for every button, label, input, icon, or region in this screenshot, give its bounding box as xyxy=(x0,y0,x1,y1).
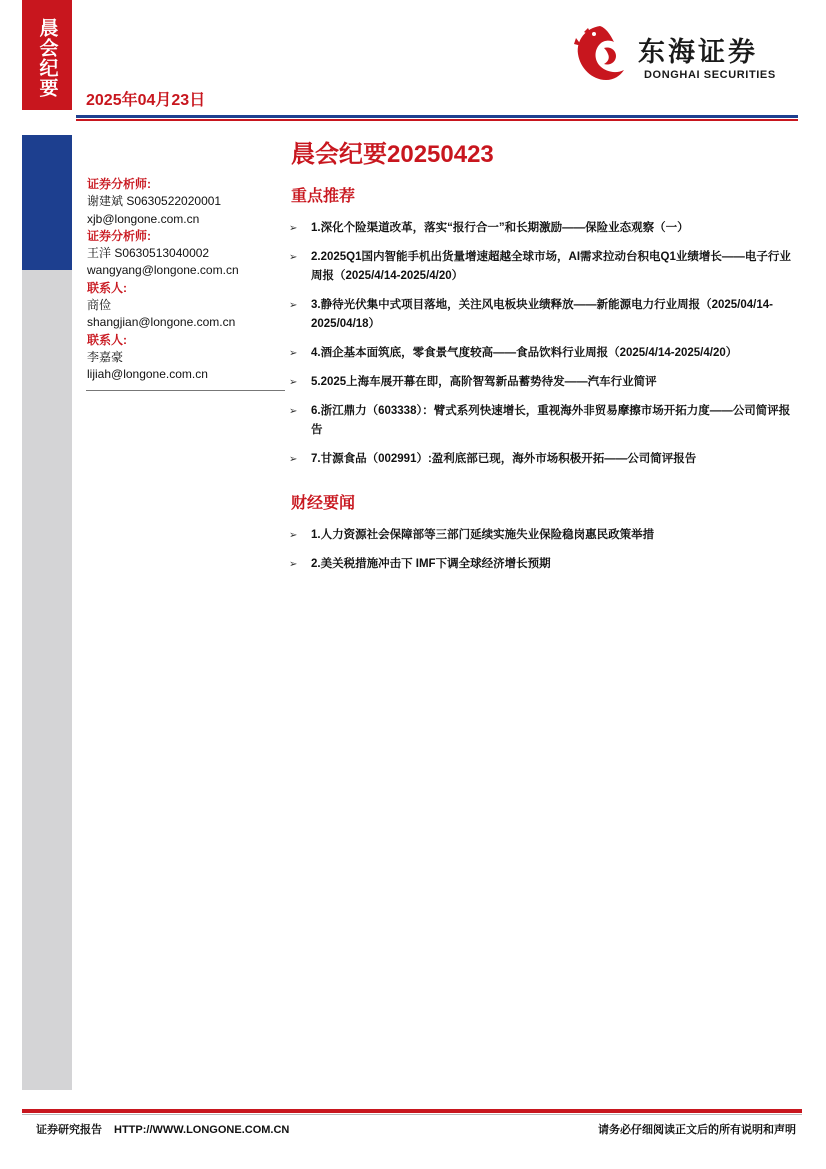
list-item-text: 2.2025Q1国内智能手机出货量增速超越全球市场，AI需求拉动台积电Q1业绩增长——电子行业周报（2025/4/14-2025/4/20） xyxy=(311,251,791,282)
list-item-text: 4.酒企基本面筑底，零食景气度较高——食品饮料行业周报（2025/4/14-2025/4/20） xyxy=(311,347,738,359)
list-item-text: 7.甘源食品（002991）:盈利底部已现，海外市场积极开拓——公司简评报告 xyxy=(311,453,697,465)
chevron-right-icon: ➢ xyxy=(289,377,298,388)
analyst-role: 证券分析师: xyxy=(87,228,151,243)
chevron-right-icon: ➢ xyxy=(289,559,298,570)
logo-english-name: DONGHAI SECURITIES xyxy=(644,69,776,81)
analyst-email[interactable]: wangyang@longone.com.cn xyxy=(87,263,239,278)
list-item[interactable] xyxy=(289,555,799,574)
financial-news-list xyxy=(289,526,799,574)
contact-name: 李嘉豪 xyxy=(87,349,124,364)
chevron-right-icon: ➢ xyxy=(289,300,298,311)
list-item[interactable] xyxy=(289,450,799,469)
list-item[interactable] xyxy=(289,248,799,286)
list-item-text: 2.美关税措施冲击下 IMF下调全球经济增长预期 xyxy=(311,558,551,570)
chevron-right-icon: ➢ xyxy=(289,530,298,541)
chevron-right-icon: ➢ xyxy=(289,406,298,417)
analyst-list xyxy=(87,176,287,384)
list-item-text: 1.深化个险渠道改革，落实“报行合一”和长期激励——保险业态观察（一） xyxy=(311,222,689,234)
report-type-tag xyxy=(22,0,72,110)
analyst-divider xyxy=(86,390,285,391)
footer-website-link[interactable]: HTTP://WWW.LONGONE.COM.CN xyxy=(114,1124,290,1136)
footer-disclaimer: 请务必仔细阅读正文后的所有说明和声明 xyxy=(598,1124,796,1136)
chevron-right-icon: ➢ xyxy=(289,454,298,465)
list-item[interactable] xyxy=(289,296,799,334)
company-logo xyxy=(570,22,800,92)
key-recommendation-list xyxy=(289,219,799,469)
sidebar-gray-block xyxy=(22,270,72,1090)
list-item-text: 1.人力资源社会保障部等三部门延续实施失业保险稳岗惠民政策举措 xyxy=(311,529,655,541)
list-item-text: 6.浙江鼎力（603338）：臂式系列快速增长，重视海外非贸易摩擦市场开拓力度——公司简评报告 xyxy=(311,405,791,436)
chevron-right-icon: ➢ xyxy=(289,348,298,359)
chevron-right-icon: ➢ xyxy=(289,252,298,263)
report-type-label: 晨会纪要 xyxy=(36,18,58,98)
footer-report-label: 证券研究报告 xyxy=(36,1124,102,1136)
list-item-text: 3.静待光伏集中式项目落地，关注风电板块业绩释放——新能源电力行业周报（2025/04/14-2025/04/18） xyxy=(311,299,773,330)
chevron-right-icon: ➢ xyxy=(289,223,298,234)
contact-entry xyxy=(87,332,287,384)
header-divider-red xyxy=(76,119,798,121)
contact-email[interactable]: lijiah@longone.com.cn xyxy=(87,367,208,382)
dragon-logo-icon xyxy=(570,22,632,86)
sidebar-blue-block xyxy=(22,135,72,270)
contact-email[interactable]: shangjian@longone.com.cn xyxy=(87,315,236,330)
list-item[interactable] xyxy=(289,402,799,440)
contact-role: 联系人: xyxy=(87,280,127,295)
contact-role: 联系人: xyxy=(87,332,127,347)
section-heading-key-recommendations: 重点推荐 xyxy=(291,188,356,205)
list-item[interactable] xyxy=(289,219,799,238)
contact-entry xyxy=(87,280,287,332)
analyst-entry xyxy=(87,176,287,228)
list-item-text: 5.2025上海车展开幕在即，高阶智驾新品蓄势待发——汽车行业简评 xyxy=(311,376,657,388)
report-date: 2025年04月23日 xyxy=(86,92,206,109)
document-title: 晨会纪要20250423 xyxy=(291,141,494,168)
analyst-entry xyxy=(87,228,287,280)
list-item[interactable] xyxy=(289,373,799,392)
logo-chinese-name: 东海证券 xyxy=(638,37,758,67)
header-divider-blue xyxy=(76,115,798,118)
analyst-email[interactable]: xjb@longone.com.cn xyxy=(87,211,200,226)
analyst-role: 证券分析师: xyxy=(87,177,151,191)
list-item[interactable] xyxy=(289,526,799,545)
contact-name: 商俭 xyxy=(87,298,112,313)
analyst-name-code: 谢建斌 S0630522020001 xyxy=(87,194,222,209)
analyst-name-code: 王洋 S0630513040002 xyxy=(87,246,210,261)
footer-left xyxy=(36,1121,289,1137)
list-item[interactable] xyxy=(289,344,799,363)
footer-divider-gray xyxy=(22,1114,802,1115)
section-heading-financial-news: 财经要闻 xyxy=(291,495,356,512)
footer-divider-red xyxy=(22,1109,802,1113)
